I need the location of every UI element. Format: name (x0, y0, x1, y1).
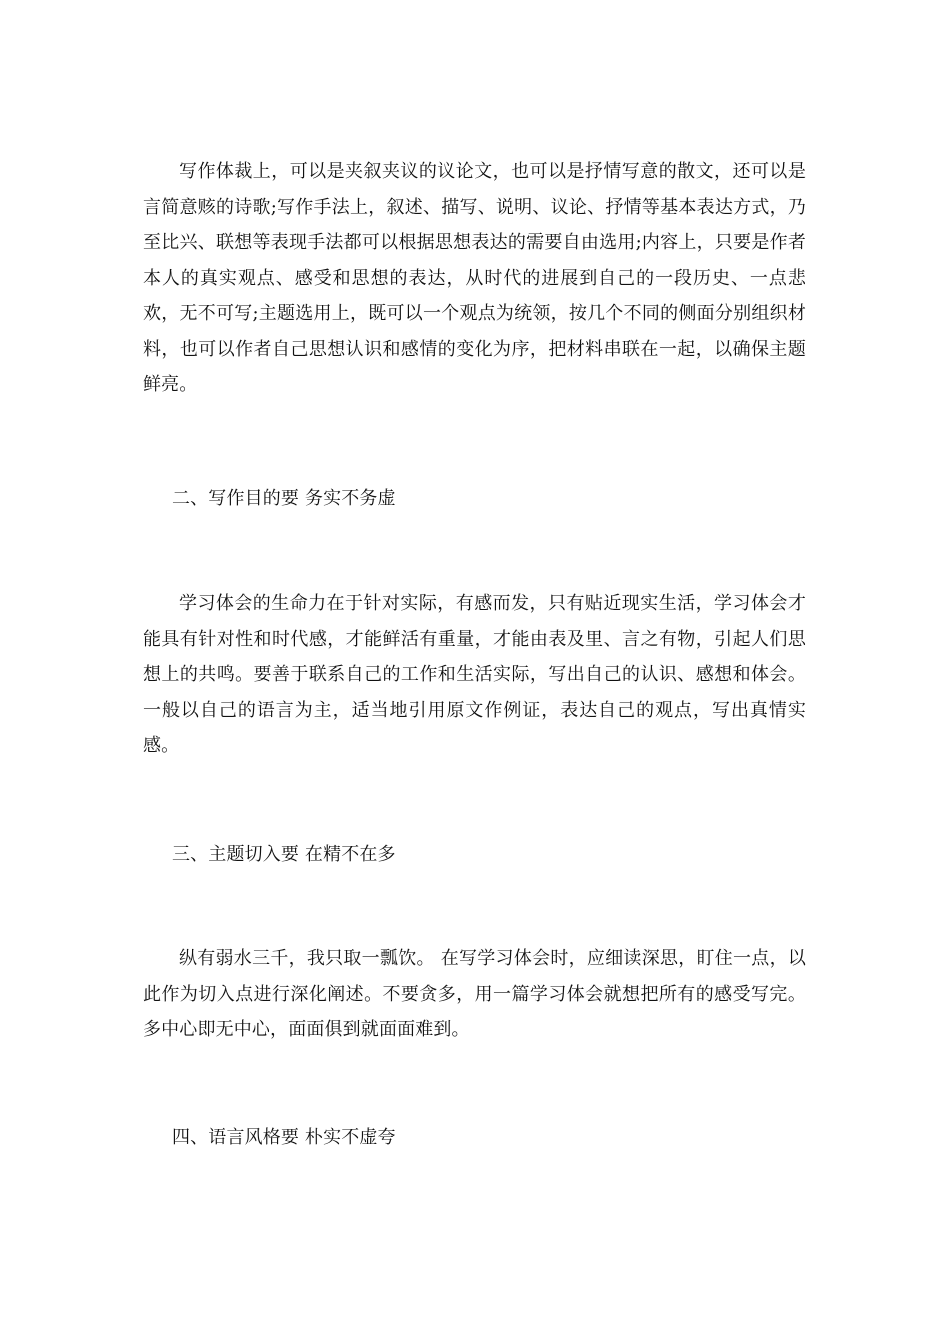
paragraph-focus: 纵有弱水三千，我只取一瓢饮。 在写学习体会时，应细读深思，盯住一点，以此作为切入点进行深化阐述。不要贪多，用一篇学习体会就想把所有的感受写完。多中心即无中心，面面俱到就面面难到。 (143, 948, 806, 1040)
paragraph-writing-style: 写作体裁上，可以是夹叙夹议的议论文，也可以是抒情写意的散文，还可以是言简意赅的诗歌;写作手法上，叙述、描写、说明、议论、抒情等基本表达方式，乃至比兴、联想等表现手法都可以根据思想表达的需要自由选用;内容上，只要是作者本人的真实观点、感受和思想的表达，从时代的进展到自己的一段历史、一点悲欢，无不可写;主题选用上，既可以一个观点为统领，按几个不同的侧面分别组织材料，也可以作者自己思想认识和感情的变化为序，把材料串联在一起，以确保主题鲜亮。 (143, 161, 806, 395)
heading-theme-entry: 三、主题切入要 在精不在多 (172, 844, 396, 865)
paragraph-vitality: 学习体会的生命力在于针对实际，有感而发，只有贴近现实生活，学习体会才能具有针对性和时代感，才能鲜活有重量，才能由表及里、言之有物，引起人们思想上的共鸣。要善于联系自己的工作和生活实际，写出自己的认识、感想和体会。一般以自己的语言为主，适当地引用原文作例证，表达自己的观点，写出真情实感。 (143, 593, 806, 756)
heading-language-style: 四、语言风格要 朴实不虚夸 (172, 1127, 396, 1148)
heading-writing-purpose: 二、写作目的要 务实不务虚 (172, 488, 396, 509)
